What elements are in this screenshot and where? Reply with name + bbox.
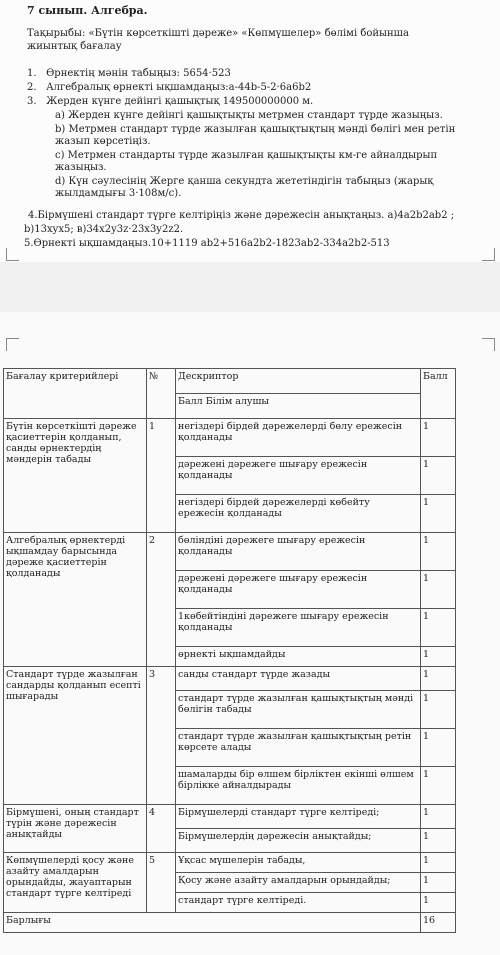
table-row (4, 419, 456, 457)
score-cell: 1 (421, 495, 456, 533)
header-number: № (147, 369, 176, 419)
task-5: 5.Өрнекті ықшамдаңыз.10+1119 ab2+516a2b2-1823ab2-334a2b2-513 (24, 238, 390, 249)
total-label: Барлығы (4, 913, 421, 933)
criterion-cell: Көпмүшелерді қосу және азайту амалдарын орындайды, жауаптарын стандарт түрге келтіреді (4, 853, 147, 913)
criterion-cell: Алгебралық өрнектерді ықшамдау барысында дәреже қасиеттерін қолданады (4, 533, 147, 667)
table-row (4, 853, 456, 873)
page-corner-mark (482, 248, 495, 261)
task-3 (27, 96, 313, 108)
score-cell: 1 (421, 829, 456, 853)
descriptor-cell: Бірмүшелердің дәрежесін анықтайды; (176, 829, 421, 853)
score-cell: 1 (421, 805, 456, 829)
descriptor-cell: Қосу және азайту амалдарын орындайды; (176, 873, 421, 893)
score-cell: 1 (421, 571, 456, 609)
header-score: Балл (421, 369, 456, 419)
criterion-cell: Стандарт түрде жазылған сандарды қолданып есепті шығарады (4, 667, 147, 805)
score-cell: 1 (421, 647, 456, 667)
task-2 (27, 82, 311, 94)
descriptor-cell: стандарт түрде жазылған қашықтықтың ретін көрсете алады (176, 729, 421, 767)
descriptor-cell: шамаларды бір өлшем бірліктен екінші өлшем бірлікке айналдырады (176, 767, 421, 805)
task-number-cell: 2 (147, 533, 176, 667)
table-header-row (4, 369, 456, 394)
score-cell: 1 (421, 767, 456, 805)
score-cell: 1 (421, 853, 456, 873)
task-1 (27, 68, 231, 80)
descriptor-cell: бөліндіні дәрежеге шығару ережесін қолданады (176, 533, 421, 571)
worksheet-title: 7 сынып. Алгебра. (27, 4, 148, 17)
score-cell: 1 (421, 419, 456, 457)
score-cell: 1 (421, 533, 456, 571)
task-number-cell: 1 (147, 419, 176, 533)
descriptor-cell: негіздері бірдей дәрежелерді көбейту ережесін қолданады (176, 495, 421, 533)
descriptor-cell: негіздері бірдей дәрежелерді бөлу ережесін қолданады (176, 419, 421, 457)
header-criteria: Бағалау критерийлері (4, 369, 147, 419)
descriptor-cell: Бірмүшелерді стандарт түрге келтіреді; (176, 805, 421, 829)
table-row (4, 533, 456, 571)
score-cell: 1 (421, 691, 456, 729)
descriptor-cell: Ұқсас мүшелерін табады, (176, 853, 421, 873)
header-student-score: Балл Білім алушы (176, 394, 421, 419)
total-score: 16 (421, 913, 456, 933)
subtask-a: a) Жерден күнге дейінгі қашықтықты метрмен стандарт түрде жазыңыз. (55, 110, 443, 121)
score-cell: 1 (421, 667, 456, 691)
task-4-options: b)13xyx5; в)34x2y3z·23x3y2z2. (24, 224, 184, 235)
task-number: 1. (27, 68, 37, 79)
page-corner-mark (6, 338, 19, 351)
descriptor-cell: дәрежені дәрежеге шығару ережесін қолданады (176, 457, 421, 495)
descriptor-cell: дәрежені дәрежеге шығару ережесін қолданады (176, 571, 421, 609)
task-text: Өрнектің мәнін табыңыз: 5654·523 (46, 68, 231, 79)
criterion-cell: Бүтін көрсеткішті дәреже қасиеттерін қолданып, санды өрнектердің мәндерін табады (4, 419, 147, 533)
task-number-cell: 4 (147, 805, 176, 853)
table-row (4, 805, 456, 829)
score-cell: 1 (421, 729, 456, 767)
task-4: 4.Бірмүшені стандарт түрге келтіріңіз және дәрежесін анықтаңыз. a)4a2b2ab2 ; (28, 210, 455, 221)
descriptor-cell: стандарт түрге келтіреді. (176, 893, 421, 913)
task-number: 2. (27, 82, 37, 93)
descriptor-cell: 1көбейтіндіні дәрежеге шығару ережесін қолданады (176, 609, 421, 647)
total-row (4, 913, 456, 933)
table-row (4, 667, 456, 691)
score-cell: 1 (421, 873, 456, 893)
task-number-cell: 5 (147, 853, 176, 913)
task-number: 3. (27, 96, 37, 107)
subtask-d: d) Күн сәулесінің Жерге қанша секундта жететіндігін табыңыз (жарық жылдамдығы 3·108м/с). (55, 176, 434, 199)
assessment-criteria-table (3, 368, 456, 933)
descriptor-cell: стандарт түрде жазылған қашықтықтың мәнді бөлігін табады (176, 691, 421, 729)
header-descriptor: Дескриптор (176, 369, 421, 394)
task-text: Жерден күнге дейінгі қашықтық 149500000000 м. (46, 96, 314, 107)
task-text: Алгебралық өрнекті ықшамдаңыз:a-44b-5-2·6a6b2 (46, 82, 312, 93)
worksheet-page-1 (0, 0, 500, 262)
criterion-cell: Бірмүшені, оның стандарт түрін және дәрежесін анықтайды (4, 805, 147, 853)
score-cell: 1 (421, 893, 456, 913)
page-corner-mark (6, 248, 19, 261)
page-gap (0, 262, 500, 312)
page-corner-mark (482, 338, 495, 351)
worksheet-topic: Тақырыбы: «Бүтін көрсеткішті дәреже» «Көпмүшелер» бөлімі бойынша жиынтық бағалау (27, 28, 409, 52)
descriptor-cell: өрнекті ықшамдайды (176, 647, 421, 667)
score-cell: 1 (421, 457, 456, 495)
descriptor-cell: санды стандарт түрде жазады (176, 667, 421, 691)
score-cell: 1 (421, 609, 456, 647)
subtask-c: c) Метрмен стандарты түрде жазылған қашықтықты км-ге айналдырып жазыңыз. (55, 150, 438, 173)
task-number-cell: 3 (147, 667, 176, 805)
subtask-b: b) Метрмен стандарт түрде жазылған қашықтықтың мәнді бөлігі мен ретін жазып көрсетіңіз. (55, 124, 456, 147)
